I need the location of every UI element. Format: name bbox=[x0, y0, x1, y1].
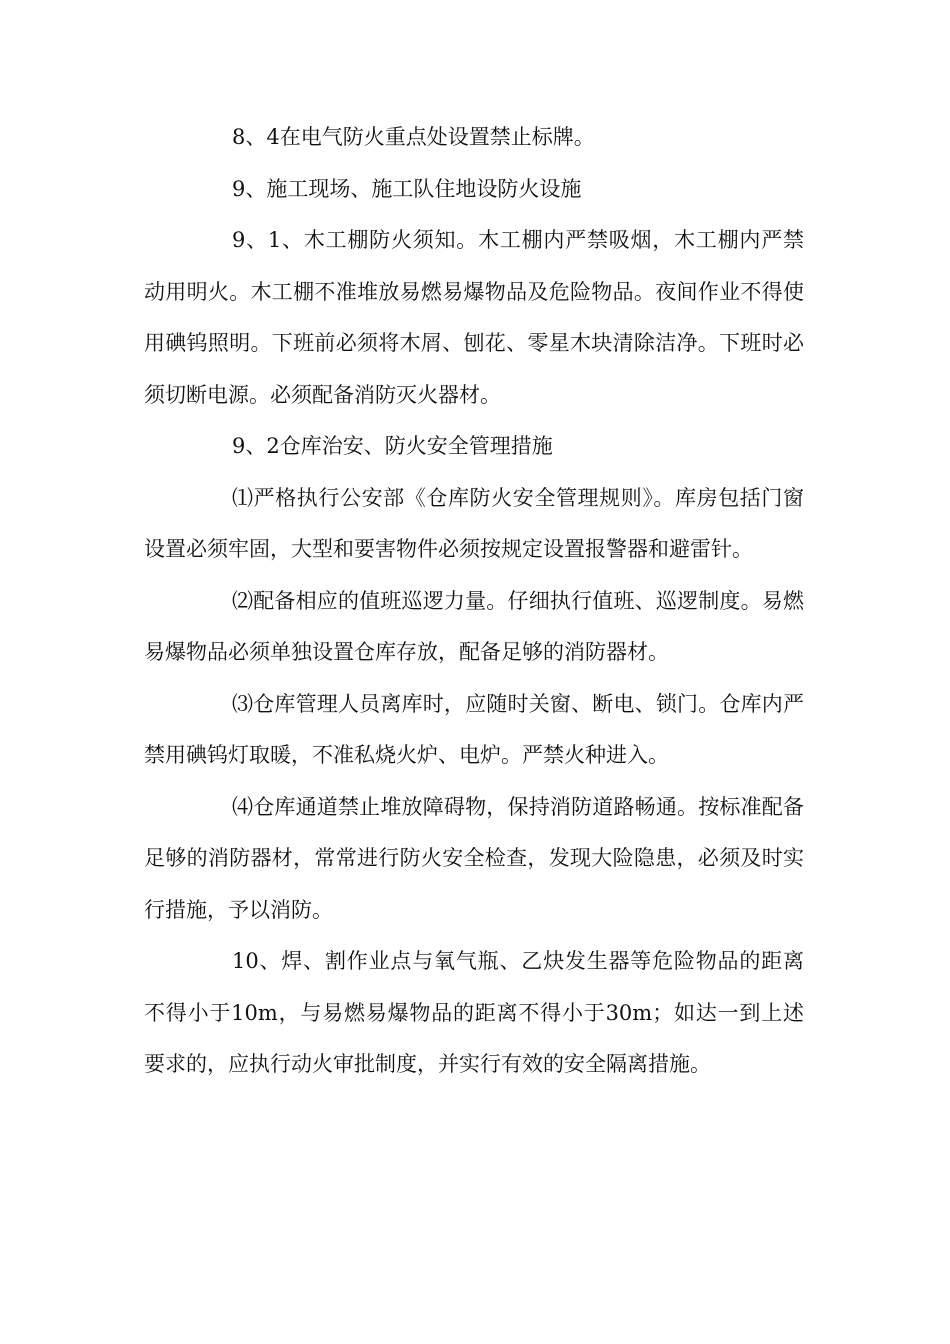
paragraph-10: 10、焊、割作业点与氧气瓶、乙炔发生器等危险物品的距离不得小于10m，与易燃易爆物品的距离不得小于30m；如达一到上述要求的，应执行动火审批制度，并实行有效的安全隔离措施。 bbox=[144, 949, 804, 1076]
paragraph-9-2-heading: 9、2仓库治安、防火安全管理措施 bbox=[232, 434, 553, 458]
paragraph-item-2: ⑵配备相应的值班巡逻力量。仔细执行值班、巡逻制度。易燃易爆物品必须单独设置仓库存放，配备足够的消防器材。 bbox=[144, 588, 804, 664]
document-body bbox=[144, 112, 804, 1091]
paragraph-item-4: ⑷仓库通道禁止堆放障碍物，保持消防道路畅通。按标准配备足够的消防器材，常常进行防火安全检查，发现大险隐患，必须及时实行措施，予以消防。 bbox=[144, 794, 804, 922]
paragraph-8-4: 8、4在电气防火重点处设置禁止标牌。 bbox=[232, 125, 595, 149]
paragraph-item-3: ⑶仓库管理人员离库时，应随时关窗、断电、锁门。仓库内严禁用碘钨灯取暖，不准私烧火炉、电炉。严禁火种进入。 bbox=[144, 691, 804, 767]
paragraph-9-heading: 9、施工现场、施工队住地设防火设施 bbox=[232, 176, 582, 201]
paragraph-9-1: 9、1、木工棚防火须知。木工棚内严禁吸烟，木工棚内严禁动用明火。木工棚不准堆放易燃易爆物品及危险物品。夜间作业不得使用碘钨照明。下班前必须将木屑、刨花、零星木块清除洁净。下班时必须切断电源。必须配备消防灭火器材。 bbox=[144, 228, 804, 407]
paragraph-item-1: ⑴严格执行公安部《仓库防火安全管理规则》。库房包括门窗设置必须牢固，大型和要害物件必须按规定设置报警器和避雷针。 bbox=[144, 485, 804, 561]
